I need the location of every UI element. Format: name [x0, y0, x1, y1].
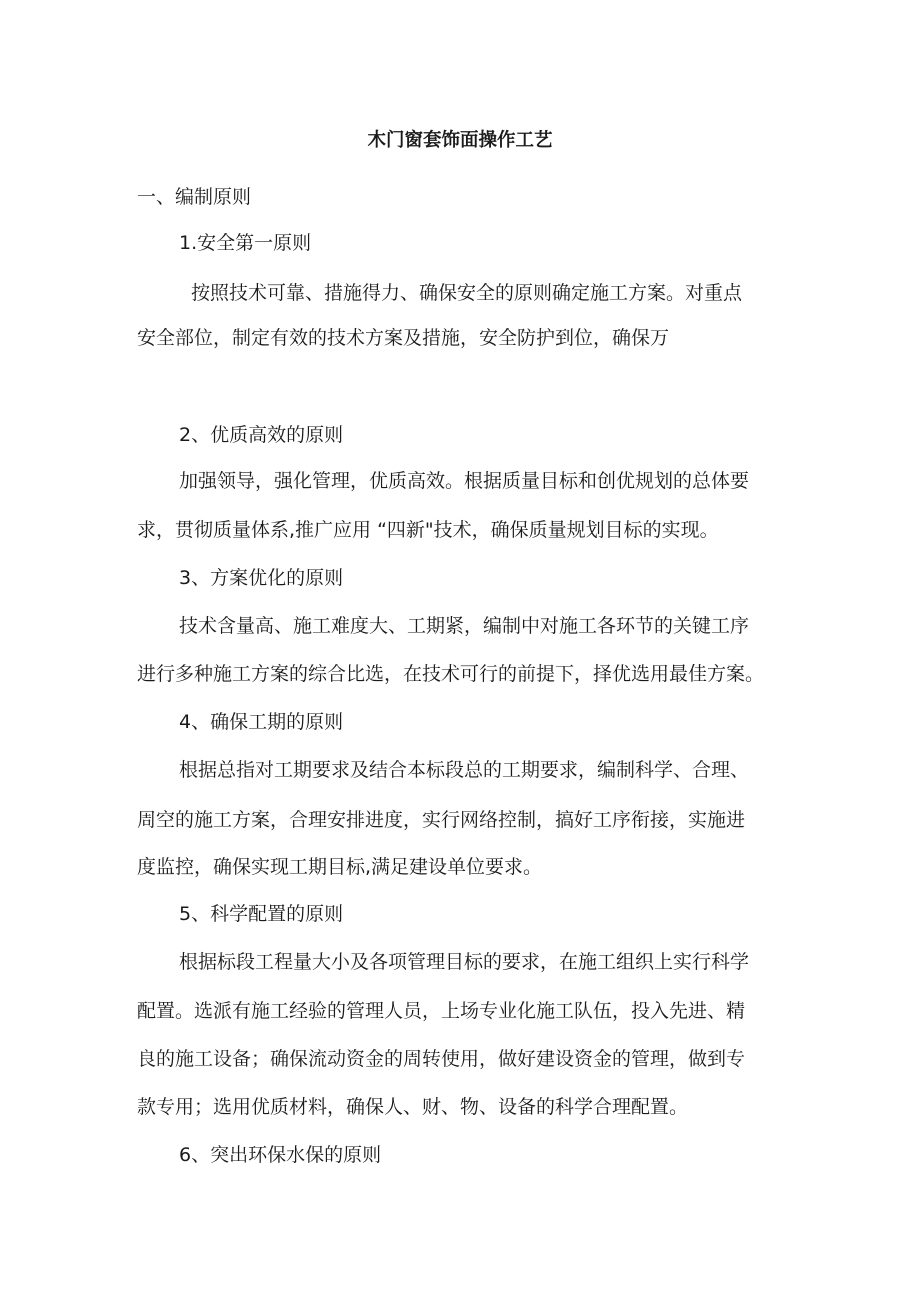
principle-2-heading: 2、优质高效的原则: [179, 424, 344, 446]
principle-5-line-4: 款专用；选用优质材料，确保人、财、物、设备的科学合理配置。: [137, 1096, 689, 1118]
section-heading: 一、编制原则: [137, 186, 252, 208]
principle-5-heading: 5、科学配置的原则: [179, 903, 344, 925]
page-title: 木门窗套饰面操作工艺: [367, 130, 553, 151]
principle-1-line-1: 按照技术可靠、措施得力、确保安全的原则确定施工方案。对重点: [191, 282, 743, 304]
principle-4-heading: 4、确保工期的原则: [179, 711, 344, 733]
principle-4-line-2: 周空的施工方案，合理安排进度，实行网络控制，搞好工序衔接，实施进: [137, 809, 746, 831]
principle-3-line-2: 进行多种施工方案的综合比选，在技术可行的前提下，择优选用最佳方案。: [137, 663, 765, 685]
principle-5-line-2: 配置。选派有施工经验的管理人员，上场专业化施工队伍，投入先进、精: [137, 1000, 746, 1022]
principle-5-line-3: 良的施工设备；确保流动资金的周转使用，做好建设资金的管理，做到专: [137, 1048, 746, 1070]
principle-3-line-1: 技术含量高、施工难度大、工期紧，编制中对施工各环节的关键工序: [179, 615, 750, 637]
principle-4-line-3: 度监控，确保实现工期目标,满足建设单位要求。: [137, 856, 543, 878]
principle-6-heading: 6、突出环保水保的原则: [179, 1144, 382, 1166]
principle-1-heading: 1.安全第一原则: [179, 232, 312, 254]
principle-5-line-1: 根据标段工程量大小及各项管理目标的要求，在施工组织上实行科学: [179, 951, 750, 973]
principle-4-line-1: 根据总指对工期要求及结合本标段总的工期要求，编制科学、合理、: [179, 759, 750, 781]
principle-2-line-1: 加强领导，强化管理，优质高效。根据质量目标和创优规划的总体要: [179, 470, 750, 492]
principle-2-line-2: 求，贯彻质量体系,推广应用 “四新"技术，确保质量规划目标的实现。: [137, 519, 719, 541]
principle-3-heading: 3、方案优化的原则: [179, 567, 344, 589]
principle-1-line-2: 安全部位，制定有效的技术方案及措施，安全防护到位，确保万: [137, 327, 670, 349]
